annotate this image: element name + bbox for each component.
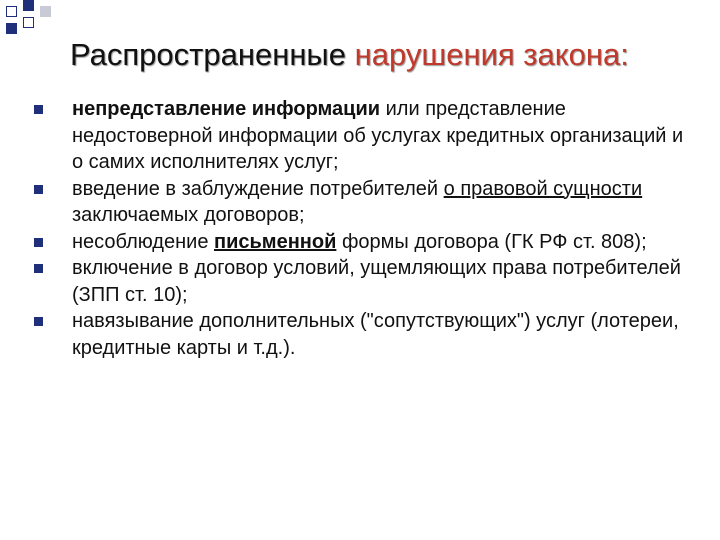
item-bold-underlined-text: письменной (214, 230, 337, 253)
corner-square-outline-2 (23, 17, 34, 28)
list-item (34, 229, 684, 256)
corner-square-gray-1 (40, 6, 51, 17)
item-bold-text: непредставление информации (72, 98, 381, 120)
list-item (34, 255, 684, 308)
corner-square-outline-1 (6, 6, 17, 17)
list-item (34, 308, 684, 361)
item-text: формы договора (ГК РФ ст. 808); (336, 230, 647, 253)
item-text: заключаемых договоров; (72, 204, 305, 226)
title-part-2: нарушения закона: (354, 37, 629, 72)
item-underlined-text: о правовой сущности (443, 177, 643, 200)
list-item (34, 96, 684, 176)
item-text: введение в заблуждение потребителей (72, 177, 444, 200)
square-bullet-icon (34, 105, 43, 114)
slide-title (70, 36, 629, 74)
title-part-1: Распространенные (70, 37, 346, 72)
item-text: навязывание дополнительных ("сопутствующих") услуг (лотереи, кредитные карты и т.д.). (72, 310, 679, 359)
item-text: или представление недостоверной информации об услугах кредитных организаций и о самих исполнителях услуг; (72, 98, 684, 173)
bullet-list (34, 96, 684, 361)
list-item (34, 176, 684, 229)
square-bullet-icon (34, 185, 43, 194)
corner-square-solid-2 (6, 23, 17, 34)
square-bullet-icon (34, 238, 43, 247)
square-bullet-icon (34, 264, 43, 273)
corner-square-solid-1 (23, 0, 34, 11)
item-text: несоблюдение (72, 230, 214, 253)
square-bullet-icon (34, 317, 43, 326)
item-text: включение в договор условий, ущемляющих права потребителей (ЗПП ст. 10); (72, 257, 681, 306)
